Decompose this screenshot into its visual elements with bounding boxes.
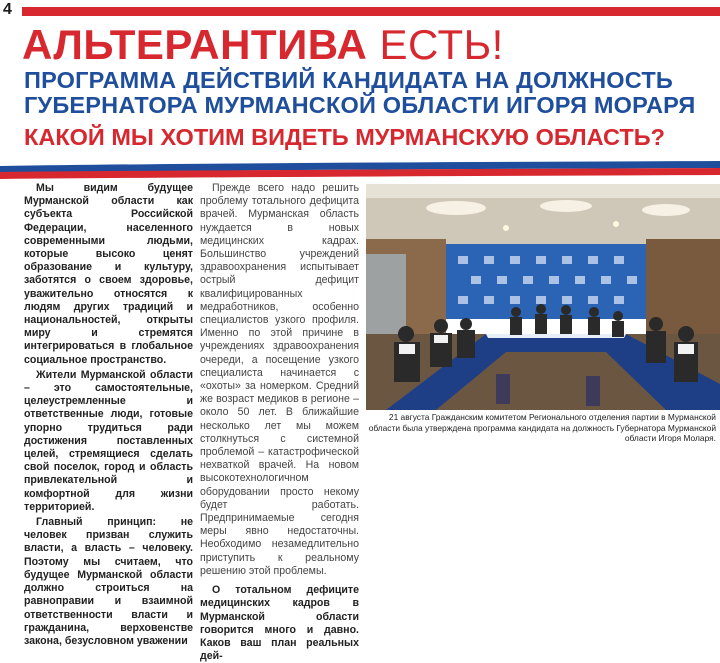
meeting-photo	[366, 184, 720, 410]
question-heading: КАКОЙ МЫ ХОТИМ ВИДЕТЬ МУРМАНСКУЮ ОБЛАСТЬ?	[24, 124, 666, 150]
paragraph: Жители Мурманской области – это самостоятельные, целеустремленные и ответственные люди, готовые упорно трудиться ради достижения поставленных целей, стремящиеся сделать свой поселок, город и область привлекательной и комфортной для жизни территорией.	[24, 368, 193, 513]
paragraph: Мы видим будущее Мурманской области как субъекта Российской Федерации, населенного современными людьми, которые высоко ценят образование и культуру, заботятся о своем здоровье, уважительно относятся к людям других традиций и национальностей, открыты миру и стремятся интегрироваться в глобальное социальное пространство.	[24, 182, 193, 366]
tricolor-ribbon	[0, 158, 720, 181]
headline-bold: АЛЬТЕРАНТИВА	[22, 21, 368, 68]
paragraph: О тотальном дефиците медицинских кадров в Мурманской области говорится много и давно. Каков ваш план реальных дей-	[200, 584, 359, 663]
page-number: 4	[3, 1, 12, 18]
subheadline-line-1: ПРОГРАММА ДЕЙСТВИЙ КАНДИДАТА НА ДОЛЖНОСТЬ	[24, 67, 673, 93]
header-red-stripe	[22, 7, 720, 16]
subheadline-line-2: ГУБЕРНАТОРА МУРМАНСКОЙ ОБЛАСТИ ИГОРЯ МОРАРЯ	[24, 92, 696, 118]
page-header-bar	[0, 0, 720, 20]
subheadline	[24, 68, 696, 118]
headline-light: ЕСТЬ!	[379, 21, 504, 68]
paragraph: Прежде всего надо решить проблему тотального дефицита врачей. Мурманская область нуждается в новых медицинских кадрах. Большинство учреждений здравоохранения испытывает острый дефицит квалифицированных медработников, особенно специалистов узкого профиля. Именно по этой причине в учреждениях здравоохранения очереди, а посещение узкого специалиста начинается с «охоты» за номерком. Средний же возраст медиков в регионе – около 50 лет. В ближайшие несколько лет мы можем столкнуться с системной проблемой – катастрофической нехваткой врачей. На новом высокотехнологичном оборудовании просто некому будет работать. Предпринимаемые сегодня меры явно недостаточны. Необходимо незамедлительно приступить к реальному решению этой проблемы.	[200, 182, 359, 577]
photo-caption: 21 августа Гражданским комитетом Регионального отделения партии в Мурманской области была утверждена программа кандидата на должность Губернатора Мурманской области Игоря Моларя.	[368, 412, 716, 443]
article-column-1	[24, 182, 193, 648]
paragraph: Главный принцип: не человек призван служить власти, а власть – человеку. Поэтому мы считаем, что будущее Мурманской области должно строиться на равноправии и взаимной ответственности власти и гражданина, верховенстве закона, безусловном уважении	[24, 516, 193, 647]
article-column-2	[200, 182, 359, 663]
headline	[22, 22, 504, 68]
